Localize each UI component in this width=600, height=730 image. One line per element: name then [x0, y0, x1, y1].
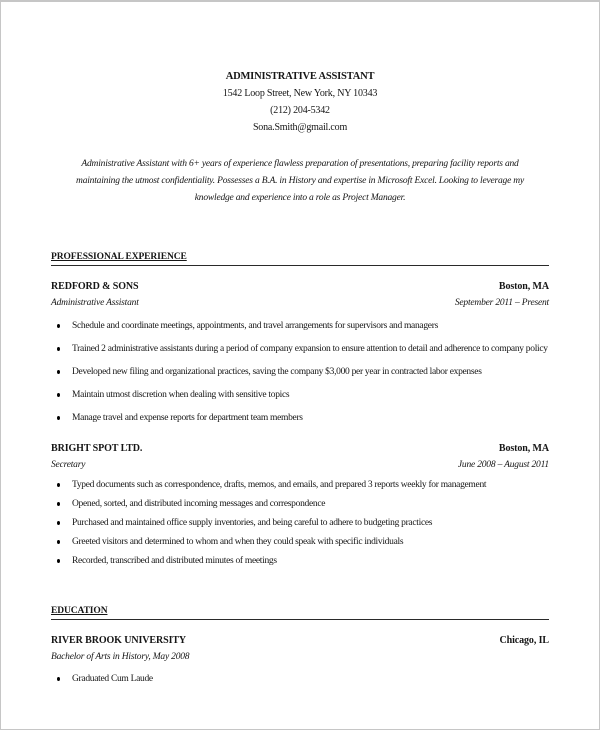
bullet-icon — [57, 483, 60, 487]
bullet-icon — [57, 677, 60, 681]
job-entry-redford — [51, 281, 549, 424]
job-subheader-row — [51, 297, 549, 309]
bullet-icon — [57, 502, 60, 506]
bullet-list — [51, 480, 549, 567]
job-location: Boston, MA — [498, 443, 549, 454]
summary-paragraph: Administrative Assistant with 6+ years of experience flawless preparation of presentations, preparing facility reports and maintaining the utmost confidentiality. Possesses a B.A. in History and expertise in Microsoft Excel. Looking to leverage my knowledge and experience into a role as Project Manager. — [76, 159, 524, 203]
bullet-item — [51, 518, 549, 529]
bullet-item — [51, 556, 549, 567]
job-title: Secretary — [51, 460, 86, 470]
job-location: Boston, MA — [498, 281, 549, 292]
bullet-list — [51, 321, 549, 424]
bullet-text: Opened, sorted, and distributed incoming messages and correspondence — [72, 499, 326, 509]
bullet-icon — [57, 370, 60, 374]
bullet-icon — [57, 559, 60, 563]
education-entry — [51, 635, 549, 685]
job-header-row — [51, 443, 549, 455]
bullet-item — [51, 674, 549, 685]
job-entry-bright-spot — [51, 443, 549, 567]
bullet-text: Graduated Cum Laude — [72, 674, 153, 684]
bullet-text: Maintain utmost discretion when dealing with sensitive topics — [72, 390, 290, 400]
job-title: Administrative Assistant — [51, 298, 139, 308]
contact-address: 1542 Loop Street, New York, NY 10343 — [222, 88, 378, 99]
section-heading-experience-label: PROFESSIONAL EXPERIENCE — [51, 252, 187, 262]
document-title: ADMINISTRATIVE ASSISTANT — [225, 71, 375, 82]
bullet-icon — [57, 347, 60, 351]
contact-phone: (212) 204-5342 — [270, 105, 330, 116]
bullet-icon — [57, 540, 60, 544]
bullet-text: Manage travel and expense reports for department team members — [72, 413, 303, 423]
education-subheader-row — [51, 651, 549, 663]
bullet-text: Trained 2 administrative assistants during a period of company expansion to ensure attention to detail and adherence to company policy — [72, 344, 548, 354]
degree-name: Bachelor of Arts in History, May 2008 — [51, 652, 190, 662]
school-location: Chicago, IL — [499, 635, 549, 646]
bullet-item — [51, 367, 549, 378]
job-subheader-row — [51, 459, 549, 471]
company-name: BRIGHT SPOT LTD. — [51, 443, 143, 454]
bullet-icon — [57, 416, 60, 420]
education-header-row — [51, 635, 549, 647]
section-heading-experience — [51, 249, 549, 266]
resume-header — [51, 68, 549, 136]
bullet-item — [51, 480, 549, 491]
bullet-text: Greeted visitors and determined to whom and when they could speak with specific individuals — [72, 537, 404, 547]
bullet-item — [51, 413, 549, 424]
section-heading-education — [51, 603, 549, 620]
job-header-row — [51, 281, 549, 293]
bullet-list — [51, 674, 549, 685]
job-dates: September 2011 – Present — [454, 298, 549, 308]
bullet-icon — [57, 521, 60, 525]
bullet-icon — [57, 393, 60, 397]
bullet-text: Schedule and coordinate meetings, appointments, and travel arrangements for supervisors and managers — [72, 321, 438, 331]
company-name: REDFORD & SONS — [51, 281, 139, 292]
bullet-item — [51, 499, 549, 510]
school-name: RIVER BROOK UNIVERSITY — [51, 635, 187, 646]
bullet-item — [51, 390, 549, 401]
job-dates: June 2008 – August 2011 — [457, 460, 549, 470]
contact-email: Sona.Smith@gmail.com — [252, 122, 348, 133]
bullet-item — [51, 321, 549, 332]
bullet-item — [51, 537, 549, 548]
bullet-text: Recorded, transcribed and distributed minutes of meetings — [72, 556, 277, 566]
bullet-text: Typed documents such as correspondence, drafts, memos, and emails, and prepared 3 reports weekly for management — [72, 480, 487, 490]
bullet-item — [51, 344, 549, 355]
bullet-text: Developed new filing and organizational practices, saving the company $3,000 per year in contracted labor expenses — [72, 367, 482, 377]
bullet-icon — [57, 324, 60, 328]
section-heading-education-label: EDUCATION — [51, 606, 108, 616]
bullet-text: Purchased and maintained office supply inventories, and being careful to adhere to budgeting practices — [72, 518, 433, 528]
